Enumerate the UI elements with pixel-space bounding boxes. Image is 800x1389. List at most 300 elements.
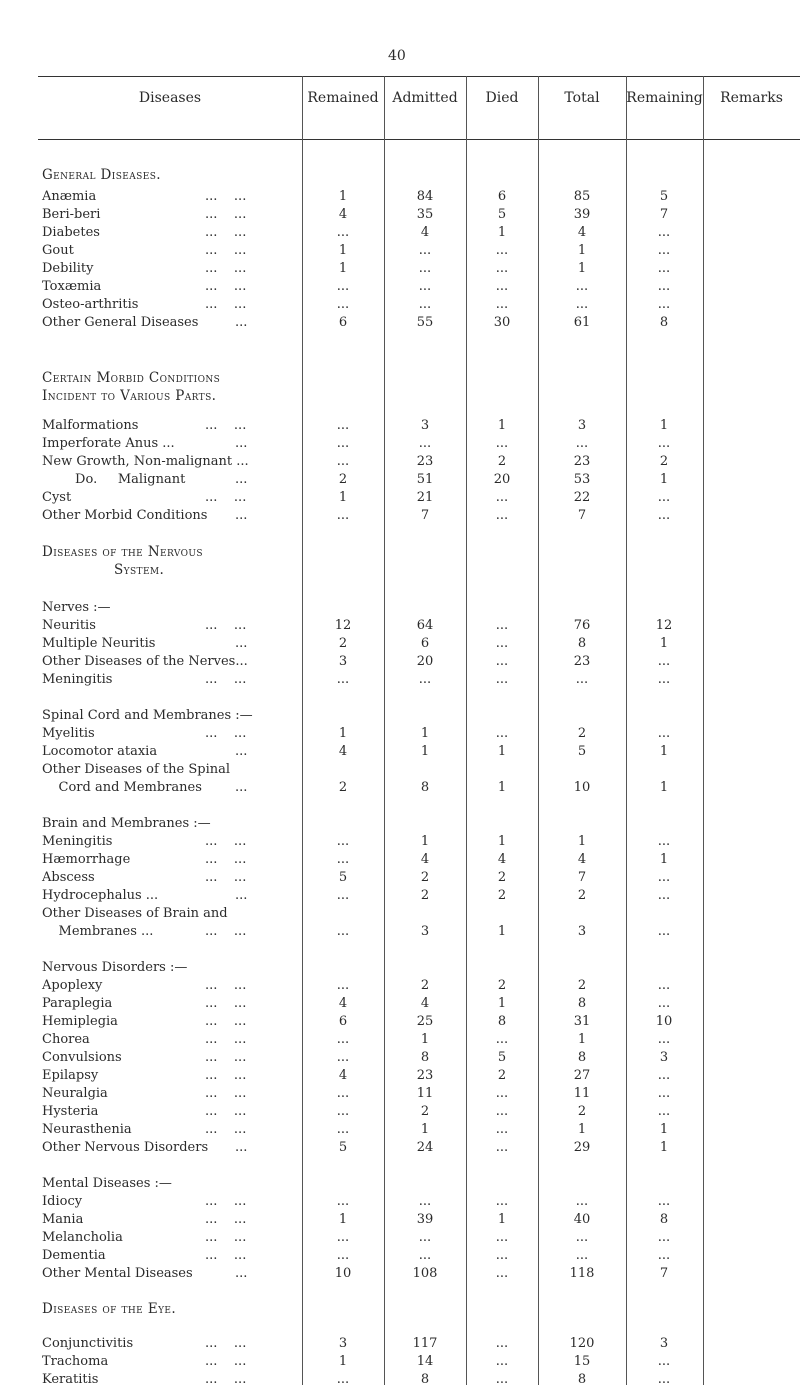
cell-value: ... — [657, 508, 671, 523]
table-top-rule — [38, 76, 800, 77]
cell-value: 76 — [573, 618, 591, 633]
cell-value: 3 — [577, 924, 587, 939]
cell-value: 8 — [420, 1372, 430, 1387]
leader-dots: ... ... — [205, 225, 247, 240]
cell-value: 31 — [573, 1014, 591, 1029]
cell-value: ... — [336, 978, 350, 993]
disease-label: New Growth, Non-malignant ... — [42, 454, 249, 469]
disease-label: Other General Diseases — [42, 315, 199, 330]
disease-label: Mania — [42, 1212, 84, 1227]
cell-value: 14 — [416, 1354, 434, 1369]
disease-label: Other Diseases of the Nerves... — [42, 654, 248, 669]
table-row — [0, 206, 800, 224]
cell-value: 1 — [659, 1122, 669, 1137]
disease-label: Hysteria — [42, 1104, 99, 1119]
cell-value: 7 — [420, 508, 430, 523]
table-row — [0, 851, 800, 869]
disease-label: Gout — [42, 243, 74, 258]
header-bottom-rule — [38, 139, 800, 140]
cell-value: 5 — [338, 1140, 348, 1155]
cell-value: ... — [336, 1248, 350, 1263]
cell-value: 4 — [338, 996, 348, 1011]
header-died: Died — [485, 90, 519, 106]
disease-label: Multiple Neuritis — [42, 636, 156, 651]
cell-value: ... — [336, 834, 350, 849]
leader-dots: ... ... — [205, 726, 247, 741]
cell-value: ... — [657, 1032, 671, 1047]
cell-value: 15 — [573, 1354, 591, 1369]
cell-value: 5 — [659, 189, 669, 204]
cell-value: ... — [336, 1032, 350, 1047]
table-row — [0, 260, 800, 278]
cell-value: 2 — [420, 888, 430, 903]
table-row — [0, 1049, 800, 1067]
subsection-label: Other Diseases of the Spinal — [42, 762, 231, 777]
table-row — [0, 977, 800, 995]
cell-value: 2 — [577, 1104, 587, 1119]
cell-value: 23 — [573, 654, 591, 669]
leader-dots: ... ... — [205, 490, 247, 505]
cell-value: ... — [418, 1230, 432, 1245]
disease-label: Hydrocephalus ... — [42, 888, 159, 903]
leader-dots: ... ... — [205, 1104, 247, 1119]
cell-value: 1 — [659, 744, 669, 759]
cell-value: ... — [495, 1140, 509, 1155]
cell-value: ... — [336, 1230, 350, 1245]
cell-value: 2 — [497, 978, 507, 993]
leader-dots: ... — [235, 888, 248, 903]
cell-value: ... — [336, 436, 350, 451]
leader-dots: ... ... — [205, 279, 247, 294]
cell-value: ... — [418, 297, 432, 312]
cell-value: 1 — [659, 472, 669, 487]
cell-value: 10 — [655, 1014, 673, 1029]
disease-label: Chorea — [42, 1032, 90, 1047]
cell-value: 8 — [577, 1372, 587, 1387]
cell-value: 4 — [420, 996, 430, 1011]
cell-value: 8 — [577, 636, 587, 651]
section-heading: Certain Morbid Conditions — [42, 370, 221, 386]
cell-value: 4 — [338, 1068, 348, 1083]
leader-dots: ... ... — [205, 1194, 247, 1209]
cell-value: ... — [495, 1104, 509, 1119]
table-row — [0, 1335, 800, 1353]
cell-value: 2 — [338, 780, 348, 795]
cell-value: ... — [495, 636, 509, 651]
cell-value: 1 — [497, 225, 507, 240]
cell-value: 8 — [659, 315, 669, 330]
cell-value: ... — [495, 1122, 509, 1137]
cell-value: ... — [657, 297, 671, 312]
section-heading: Incident to Various Parts. — [42, 388, 217, 404]
cell-value: 3 — [338, 654, 348, 669]
cell-value: 1 — [497, 1212, 507, 1227]
cell-value: 20 — [416, 654, 434, 669]
leader-dots: ... — [235, 636, 248, 651]
cell-value: 2 — [338, 636, 348, 651]
disease-label: Cord and Membranes — [42, 780, 202, 795]
leader-dots: ... ... — [205, 261, 247, 276]
table-row — [0, 617, 800, 635]
disease-label: Dementia — [42, 1248, 106, 1263]
cell-value: ... — [495, 261, 509, 276]
table-row — [0, 995, 800, 1013]
cell-value: 6 — [420, 636, 430, 651]
cell-value: ... — [336, 888, 350, 903]
cell-value: ... — [495, 297, 509, 312]
cell-value: ... — [418, 672, 432, 687]
cell-value: ... — [418, 1194, 432, 1209]
disease-label: Keratitis — [42, 1372, 99, 1387]
cell-value: ... — [495, 1336, 509, 1351]
cell-value: 21 — [416, 490, 434, 505]
disease-label: Membranes ... — [42, 924, 154, 939]
disease-label: Anæmia — [42, 189, 97, 204]
cell-value: 2 — [497, 870, 507, 885]
cell-value: 4 — [420, 852, 430, 867]
cell-value: 108 — [412, 1266, 438, 1281]
cell-value: ... — [657, 1354, 671, 1369]
leader-dots: ... ... — [205, 672, 247, 687]
cell-value: 2 — [338, 472, 348, 487]
leader-dots: ... ... — [205, 1086, 247, 1101]
cell-value: 5 — [577, 744, 587, 759]
cell-value: ... — [336, 508, 350, 523]
section-heading: General Diseases. — [42, 167, 161, 183]
table-row — [0, 725, 800, 743]
table-row — [0, 224, 800, 242]
leader-dots: ... ... — [205, 189, 247, 204]
cell-value: 3 — [338, 1336, 348, 1351]
cell-value: 1 — [420, 834, 430, 849]
cell-value: ... — [336, 924, 350, 939]
cell-value: 84 — [416, 189, 434, 204]
cell-value: 40 — [573, 1212, 591, 1227]
cell-value: ... — [336, 852, 350, 867]
cell-value: ... — [657, 279, 671, 294]
cell-value: ... — [657, 654, 671, 669]
leader-dots: ... ... — [205, 297, 247, 312]
cell-value: ... — [495, 654, 509, 669]
disease-label: Abscess — [42, 870, 95, 885]
cell-value: ... — [495, 243, 509, 258]
cell-value: 12 — [334, 618, 352, 633]
cell-value: 2 — [659, 454, 669, 469]
cell-value: ... — [336, 1050, 350, 1065]
cell-value: ... — [418, 261, 432, 276]
table-row — [0, 743, 800, 761]
table-row — [0, 1353, 800, 1371]
leader-dots: ... ... — [205, 978, 247, 993]
cell-value: 7 — [659, 1266, 669, 1281]
cell-value: 10 — [334, 1266, 352, 1281]
disease-label: Do. Malignant — [42, 472, 186, 487]
cell-value: ... — [575, 1194, 589, 1209]
cell-value: 1 — [577, 1122, 587, 1137]
cell-value: 8 — [577, 1050, 587, 1065]
cell-value: ... — [657, 888, 671, 903]
leader-dots: ... ... — [205, 207, 247, 222]
cell-value: 2 — [420, 870, 430, 885]
cell-value: 1 — [577, 261, 587, 276]
disease-label: Neurasthenia — [42, 1122, 132, 1137]
disease-label: Locomotor ataxia — [42, 744, 158, 759]
cell-value: 2 — [420, 1104, 430, 1119]
cell-value: 55 — [416, 315, 434, 330]
cell-value: ... — [336, 297, 350, 312]
disease-label: Other Morbid Conditions — [42, 508, 208, 523]
table-row — [0, 653, 800, 671]
subsection-label: Nerves :— — [42, 600, 111, 615]
subsection-label: Nervous Disorders :— — [42, 960, 188, 975]
cell-value: ... — [575, 1230, 589, 1245]
disease-label: Beri-beri — [42, 207, 101, 222]
cell-value: ... — [418, 436, 432, 451]
cell-value: 4 — [577, 852, 587, 867]
table-row — [0, 1211, 800, 1229]
cell-value: ... — [657, 978, 671, 993]
disease-label: Hemiplegia — [42, 1014, 118, 1029]
disease-label: Neuralgia — [42, 1086, 108, 1101]
cell-value: 2 — [497, 454, 507, 469]
cell-value: ... — [657, 1230, 671, 1245]
table-row — [0, 869, 800, 887]
cell-value: 23 — [573, 454, 591, 469]
cell-value: ... — [495, 1354, 509, 1369]
cell-value: ... — [495, 436, 509, 451]
cell-value: 39 — [416, 1212, 434, 1227]
leader-dots: ... — [235, 508, 248, 523]
cell-value: ... — [495, 490, 509, 505]
cell-value: 1 — [338, 1354, 348, 1369]
cell-value: 10 — [573, 780, 591, 795]
section-heading: Diseases of the Eye. — [42, 1301, 177, 1317]
cell-value: ... — [495, 1194, 509, 1209]
table-row — [0, 453, 800, 471]
section-heading: System. — [114, 562, 165, 578]
cell-value: ... — [657, 996, 671, 1011]
disease-label: Toxæmia — [42, 279, 102, 294]
cell-value: ... — [495, 1230, 509, 1245]
cell-value: 5 — [497, 1050, 507, 1065]
table-row — [0, 833, 800, 851]
cell-value: ... — [336, 454, 350, 469]
table-row — [0, 1067, 800, 1085]
cell-value: 4 — [497, 852, 507, 867]
cell-value: ... — [495, 508, 509, 523]
header-remarks: Remarks — [720, 90, 783, 106]
cell-value: ... — [575, 279, 589, 294]
cell-value: ... — [657, 1068, 671, 1083]
cell-value: 1 — [338, 189, 348, 204]
cell-value: 11 — [573, 1086, 591, 1101]
cell-value: ... — [657, 261, 671, 276]
cell-value: 5 — [338, 870, 348, 885]
cell-value: 1 — [338, 490, 348, 505]
leader-dots: ... ... — [205, 996, 247, 1011]
cell-value: 3 — [659, 1336, 669, 1351]
disease-label: Imperforate Anus ... — [42, 436, 175, 451]
header-diseases: Diseases — [138, 90, 202, 106]
table-row — [0, 779, 800, 797]
cell-value: 1 — [420, 1122, 430, 1137]
table-row — [0, 671, 800, 689]
cell-value: ... — [495, 1032, 509, 1047]
table-row — [0, 1193, 800, 1211]
leader-dots: ... ... — [205, 1336, 247, 1351]
cell-value: 23 — [416, 1068, 434, 1083]
cell-value: ... — [657, 490, 671, 505]
leader-dots: ... ... — [205, 834, 247, 849]
table-row — [0, 242, 800, 260]
cell-value: ... — [418, 1248, 432, 1263]
cell-value: ... — [657, 834, 671, 849]
leader-dots: ... ... — [205, 870, 247, 885]
cell-value: 85 — [573, 189, 591, 204]
cell-value: 1 — [659, 852, 669, 867]
cell-value: ... — [657, 870, 671, 885]
cell-value: ... — [336, 225, 350, 240]
cell-value: ... — [657, 225, 671, 240]
cell-value: ... — [657, 243, 671, 258]
leader-dots: ... ... — [205, 1248, 247, 1263]
cell-value: 118 — [569, 1266, 595, 1281]
cell-value: ... — [495, 1086, 509, 1101]
cell-value: 3 — [420, 924, 430, 939]
table-row — [0, 1013, 800, 1031]
cell-value: ... — [495, 1266, 509, 1281]
cell-value: 1 — [577, 1032, 587, 1047]
cell-value: 27 — [573, 1068, 591, 1083]
leader-dots: ... ... — [205, 243, 247, 258]
cell-value: 61 — [573, 315, 591, 330]
leader-dots: ... ... — [205, 924, 247, 939]
cell-value: 11 — [416, 1086, 434, 1101]
disease-label: Meningitis — [42, 834, 113, 849]
table-row — [0, 314, 800, 332]
table-row — [0, 1247, 800, 1265]
cell-value: 51 — [416, 472, 434, 487]
cell-value: ... — [336, 279, 350, 294]
cell-value: 8 — [497, 1014, 507, 1029]
leader-dots: ... ... — [205, 1050, 247, 1065]
cell-value: 20 — [493, 472, 511, 487]
disease-label: Convulsions — [42, 1050, 122, 1065]
cell-value: ... — [495, 1372, 509, 1387]
header-remaining: Remaining — [626, 90, 703, 106]
cell-value: 1 — [420, 744, 430, 759]
cell-value: 24 — [416, 1140, 434, 1155]
cell-value: 1 — [338, 726, 348, 741]
cell-value: ... — [657, 436, 671, 451]
cell-value: 4 — [577, 225, 587, 240]
cell-value: 1 — [659, 1140, 669, 1155]
cell-value: 3 — [577, 418, 587, 433]
cell-value: ... — [495, 672, 509, 687]
table-row — [0, 489, 800, 507]
subsection-label: Spinal Cord and Membranes :— — [42, 708, 253, 723]
leader-dots: ... ... — [205, 852, 247, 867]
cell-value: 6 — [338, 1014, 348, 1029]
cell-value: 120 — [569, 1336, 595, 1351]
leader-dots: ... ... — [205, 1354, 247, 1369]
cell-value: 1 — [659, 636, 669, 651]
leader-dots: ... — [235, 1266, 248, 1281]
leader-dots: ... ... — [205, 1230, 247, 1245]
table-row — [0, 1229, 800, 1247]
leader-dots: ... ... — [205, 1068, 247, 1083]
cell-value: 1 — [420, 726, 430, 741]
leader-dots: ... ... — [205, 1014, 247, 1029]
cell-value: 6 — [497, 189, 507, 204]
cell-value: 4 — [420, 225, 430, 240]
cell-value: ... — [657, 924, 671, 939]
table-row — [0, 1265, 800, 1283]
disease-label: Conjunctivitis — [42, 1336, 134, 1351]
disease-label: Melancholia — [42, 1230, 123, 1245]
table-row — [0, 417, 800, 435]
cell-value: 3 — [420, 418, 430, 433]
cell-value: 1 — [338, 1212, 348, 1227]
cell-value: ... — [336, 1086, 350, 1101]
cell-value: 1 — [497, 744, 507, 759]
cell-value: ... — [575, 672, 589, 687]
section-heading: Diseases of the Nervous — [42, 544, 203, 560]
table-row — [0, 1085, 800, 1103]
table-row — [0, 296, 800, 314]
cell-value: ... — [657, 1248, 671, 1263]
leader-dots: ... — [235, 315, 248, 330]
cell-value: 39 — [573, 207, 591, 222]
cell-value: 1 — [497, 834, 507, 849]
header-admitted: Admitted — [392, 90, 458, 106]
cell-value: ... — [418, 279, 432, 294]
disease-label: Other Mental Diseases — [42, 1266, 193, 1281]
cell-value: 1 — [497, 924, 507, 939]
disease-label: Epilapsy — [42, 1068, 99, 1083]
table-row — [0, 435, 800, 453]
leader-dots: ... — [235, 744, 248, 759]
cell-value: 64 — [416, 618, 434, 633]
cell-value: ... — [495, 618, 509, 633]
cell-value: ... — [657, 1194, 671, 1209]
header-total: Total — [564, 90, 600, 106]
disease-label: Hæmorrhage — [42, 852, 131, 867]
cell-value: 4 — [338, 744, 348, 759]
disease-label: Cyst — [42, 490, 72, 505]
cell-value: 25 — [416, 1014, 434, 1029]
cell-value: ... — [336, 672, 350, 687]
cell-value: 1 — [497, 418, 507, 433]
disease-label: Debility — [42, 261, 94, 276]
cell-value: ... — [657, 726, 671, 741]
leader-dots: ... ... — [205, 1122, 247, 1137]
table-row — [0, 278, 800, 296]
leader-dots: ... ... — [205, 1372, 247, 1387]
table-row — [0, 471, 800, 489]
cell-value: 7 — [577, 508, 587, 523]
table-row — [0, 1371, 800, 1389]
cell-value: 117 — [412, 1336, 438, 1351]
table-row — [0, 1103, 800, 1121]
cell-value: 8 — [420, 780, 430, 795]
table-row — [0, 635, 800, 653]
table-row — [0, 188, 800, 206]
cell-value: 8 — [659, 1212, 669, 1227]
cell-value: 1 — [577, 243, 587, 258]
cell-value: 8 — [420, 1050, 430, 1065]
disease-label: Idiocy — [42, 1194, 83, 1209]
